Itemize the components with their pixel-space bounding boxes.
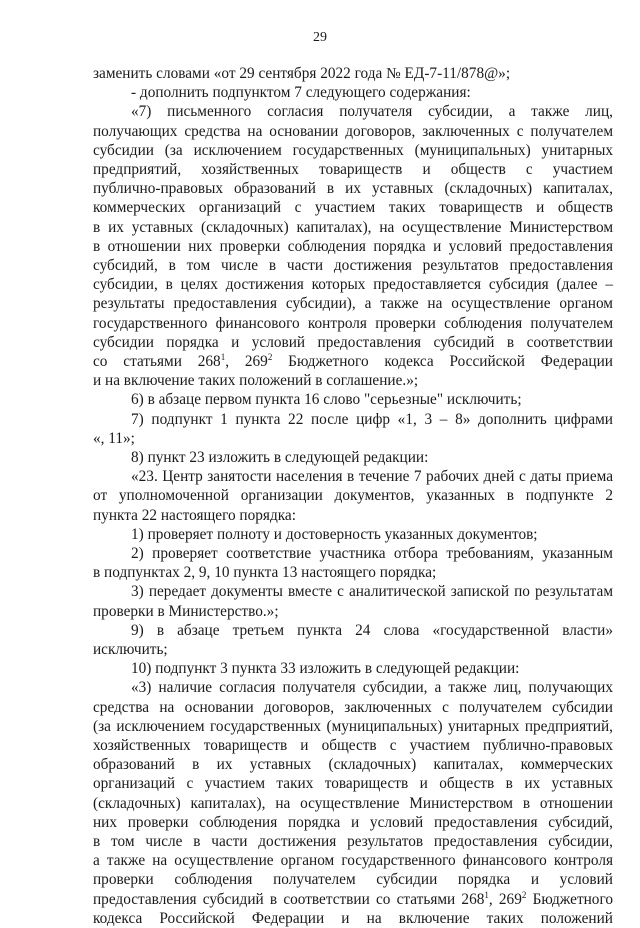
- text-line: кодекса Российской Федерации и на включение таких положений: [93, 909, 613, 927]
- text-line: 9) в абзаце третьем пункта 24 слова «государственной власти»: [131, 621, 613, 639]
- text-line: них проверки соблюдения порядка и условий предоставления субсидий,: [93, 813, 613, 831]
- text-line: со статьями $268^1$, $269^2$ Бюджетного кодекса Российской Федерации: [93, 352, 613, 370]
- text-line: 7) подпункт 1 пункта 22 после цифр «1, 3 – 8» дополнить цифрами: [131, 410, 613, 428]
- text-line: средства на основании договоров, заключенных с получателем субсидии: [93, 698, 613, 716]
- text-line: «, 11»;: [93, 429, 135, 447]
- text-line: (складочных) капиталах), на осуществление Министерством в отношении: [93, 794, 613, 812]
- text-line: субсидии, в целях достижения которых предоставляется субсидия (далее –: [93, 276, 613, 294]
- text-line: заменить словами «от 29 сентября 2022 года № ЕД-7-11/878@»;: [93, 65, 511, 82]
- text-line: в том числе в части достижения результатов предоставления субсидии,: [93, 833, 613, 850]
- text-line: субсидии порядка и условий предоставления субсидий в соответствии: [93, 333, 613, 351]
- page-number: 29: [313, 30, 327, 45]
- text-line: проверки в Министерство.»;: [93, 602, 279, 620]
- text-line: исключить;: [93, 641, 168, 658]
- text-line: в их уставных (складочных) капиталах), на осуществление Министерством: [93, 218, 613, 236]
- text-line: пункта 22 настоящего порядка:: [93, 506, 296, 524]
- text-line: 10) подпункт 3 пункта 33 изложить в следующей редакции:: [131, 660, 520, 678]
- text-line: проверки соблюдения получателем субсидии порядка и условий: [93, 871, 613, 889]
- text-line: «3) наличие согласия получателя субсидии, а также лиц, получающих: [131, 679, 613, 697]
- text-line: государственного финансового контроля проверки соблюдения получателем: [93, 314, 613, 332]
- text-line: в отношении них проверки соблюдения порядка и условий предоставления: [93, 237, 613, 255]
- text-line: коммерческих организаций с участием таких товариществ и обществ: [93, 199, 613, 217]
- text-line: образований в их уставных (складочных) капиталах, коммерческих: [93, 756, 613, 774]
- text-line: от уполномоченной организации документов, указанных в подпункте 2: [93, 487, 613, 505]
- text-line: 8) пункт 23 изложить в следующей редакции:: [131, 449, 429, 466]
- text-line: а также на осуществление органом государственного финансового контроля: [93, 852, 613, 870]
- text-line: хозяйственных товариществ и обществ с участием публично-правовых: [93, 737, 613, 754]
- text-line: 2) проверяет соответствие участника отбора требованиям, указанным: [131, 545, 613, 562]
- text-line: субсидий, в том числе в части достижения результатов предоставления: [93, 257, 613, 274]
- text-line: 6) в абзаце первом пункта 16 слово "серьезные" исключить;: [131, 391, 522, 409]
- text-line: предприятий, хозяйственных товариществ и обществ с участием: [93, 161, 613, 178]
- text-line: 1) проверяет полноту и достоверность указанных документов;: [131, 525, 538, 543]
- text-line: и на включение таких положений в соглашение.»;: [93, 372, 419, 390]
- text-line: «23. Центр занятости населения в течение 7 рабочих дней с даты приема: [131, 468, 613, 486]
- text-line: в подпунктах 2, 9, 10 пункта 13 настоящего порядка;: [93, 564, 437, 582]
- text-line: организаций с участием таких товариществ и обществ в их уставных: [93, 775, 613, 793]
- text-line: публично-правовых образований в их уставных (складочных) капиталах,: [93, 180, 613, 198]
- text-line: предоставления субсидий в соответствии со статьями $268^1$, $269^2$ Бюджетного: [93, 889, 613, 908]
- text-line: (за исключением государственных (муниципальных) унитарных предприятий,: [93, 717, 613, 735]
- text-line: результаты предоставления субсидии), а также на осуществление органом: [93, 295, 613, 313]
- text-line: - дополнить подпунктом 7 следующего содержания:: [131, 84, 471, 102]
- text-line: получающих средства на основании договоров, заключенных с получателем: [93, 122, 613, 140]
- text-line: 3) передает документы вместе с аналитической запиской по результатам: [131, 583, 613, 601]
- text-line: субсидии (за исключением государственных (муниципальных) унитарных: [93, 141, 613, 159]
- text-line: «7) письменного согласия получателя субсидии, а также лиц,: [131, 103, 613, 121]
